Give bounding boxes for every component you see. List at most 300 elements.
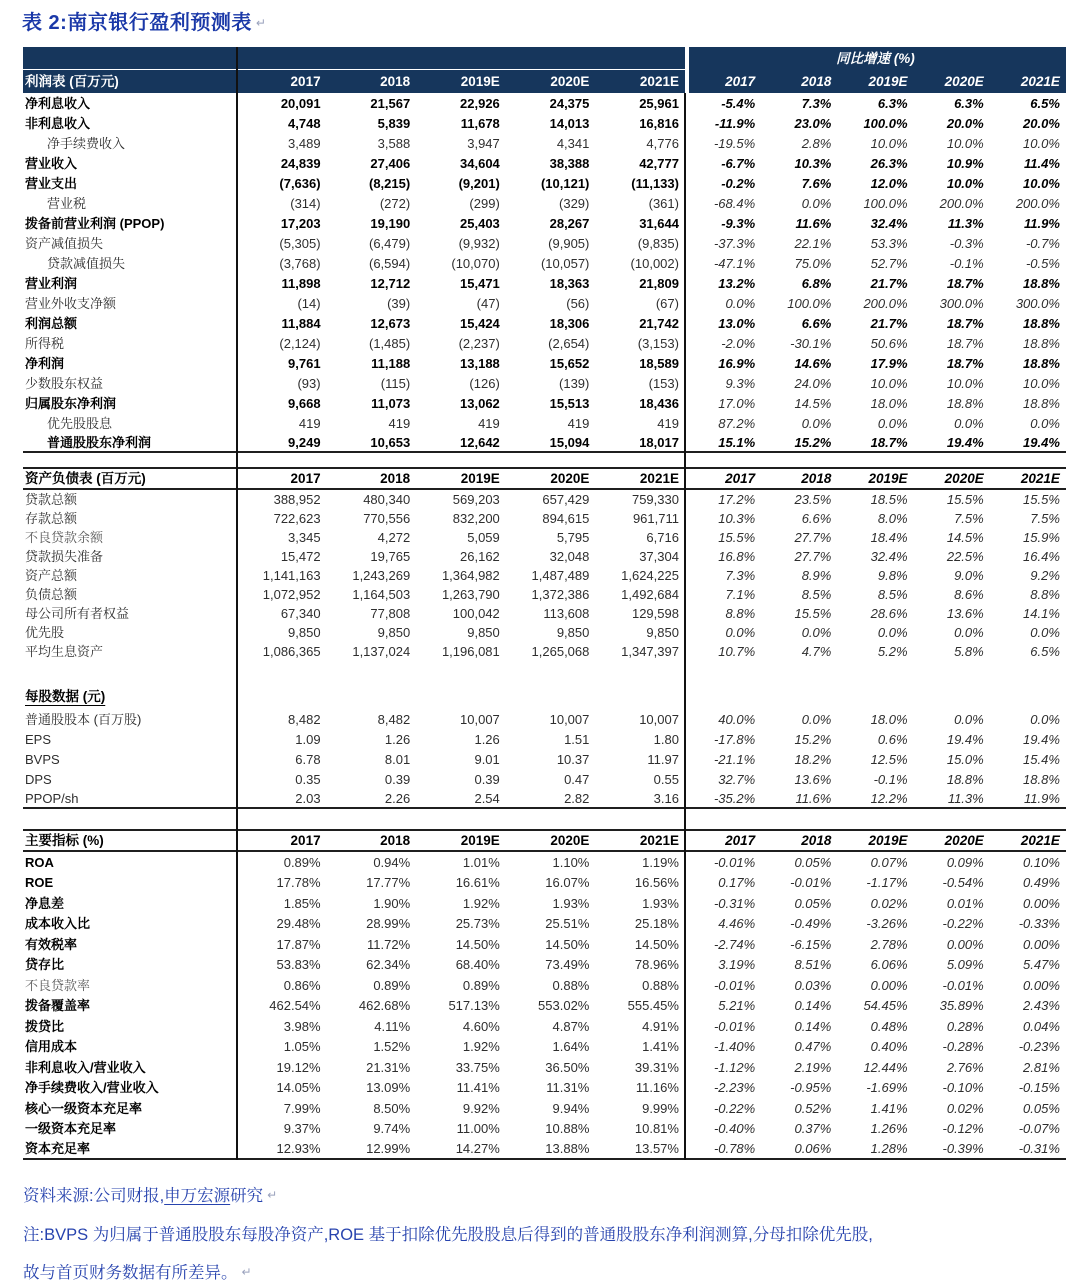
yoy-cell: 15.2% bbox=[794, 434, 832, 450]
value-cell: 1,364,982 bbox=[441, 568, 500, 583]
value-cell: 13,062 bbox=[460, 395, 500, 411]
yoy-cell: 26.3% bbox=[870, 155, 908, 171]
yoy-cell: -0.12% bbox=[942, 1121, 984, 1137]
value-cell: 388,952 bbox=[273, 492, 321, 507]
yoy-cell: 6.3% bbox=[954, 95, 984, 111]
value-cell: 25.51% bbox=[545, 916, 590, 932]
value-cell: 13,188 bbox=[460, 355, 500, 371]
yoy-cell: -0.54% bbox=[942, 875, 984, 891]
row-label: 资本充足率 bbox=[25, 1140, 91, 1156]
yoy-cell: 11.9% bbox=[1024, 790, 1060, 806]
row-label: 不良贷款余额 bbox=[25, 530, 104, 545]
row-label: 营业支出 bbox=[25, 175, 78, 191]
value-cell: 11.31% bbox=[546, 1080, 590, 1096]
value-cell: (2,124) bbox=[279, 335, 321, 351]
table-row bbox=[23, 1016, 1066, 1037]
yoy-cell: 17.9% bbox=[870, 355, 908, 371]
yoy-cell: 17.0% bbox=[718, 395, 756, 411]
yoy-year-column-header: 2018 bbox=[801, 832, 832, 848]
section-header-per-share-data bbox=[23, 685, 1066, 709]
yoy-cell: 0.0% bbox=[1030, 625, 1060, 640]
table-caption: 表 2:南京银行盈利预测表 bbox=[22, 12, 252, 34]
value-cell: 13.88% bbox=[545, 1140, 590, 1156]
value-cell: 961,711 bbox=[632, 511, 679, 526]
yoy-cell: 0.06% bbox=[794, 1140, 832, 1156]
value-cell: (7,636) bbox=[279, 175, 321, 191]
value-cell: 36.50% bbox=[545, 1059, 590, 1075]
yoy-cell: 100.0% bbox=[787, 295, 832, 311]
yoy-year-column-header: 2018 bbox=[801, 470, 832, 486]
value-cell: 553.02% bbox=[538, 998, 590, 1014]
value-cell: 21,742 bbox=[639, 315, 679, 331]
value-cell: 77,808 bbox=[370, 606, 411, 621]
yoy-cell: 200.0% bbox=[863, 295, 908, 311]
yoy-cell: 0.0% bbox=[725, 295, 756, 311]
yoy-cell: 23.0% bbox=[794, 115, 832, 131]
value-cell: 8.01 bbox=[384, 751, 411, 767]
yoy-year-column-header: 2021E bbox=[990, 70, 1066, 93]
value-cell: 12.99% bbox=[366, 1140, 411, 1156]
value-cell: 39.31% bbox=[634, 1059, 679, 1075]
value-cell: (2,654) bbox=[548, 335, 590, 351]
column-header-income-statement: 利润表 (百万元) bbox=[23, 70, 237, 93]
value-cell: 15,472 bbox=[280, 549, 321, 564]
yoy-cell: 27.7% bbox=[794, 549, 832, 564]
value-cell: 1.93% bbox=[642, 895, 679, 911]
yoy-cell: 14.1% bbox=[1023, 606, 1060, 621]
year-column-header: 2018 bbox=[380, 832, 411, 848]
yoy-cell: 8.51% bbox=[794, 957, 832, 973]
row-label: 拨备前营业利润 (PPOP) bbox=[25, 215, 165, 231]
section-header-balance-sheet bbox=[23, 467, 1066, 490]
row-label: 不良贷款率 bbox=[25, 977, 91, 993]
yoy-cell: -0.5% bbox=[1025, 255, 1060, 271]
source-link[interactable]: 申万宏源 bbox=[164, 1187, 231, 1205]
value-cell: (272) bbox=[379, 195, 411, 211]
yoy-cell: -1.40% bbox=[713, 1039, 756, 1055]
year-column-header: 2020E bbox=[550, 470, 590, 486]
yoy-cell: 6.8% bbox=[801, 275, 832, 291]
yoy-cell: -0.22% bbox=[942, 916, 984, 932]
value-cell: 78.96% bbox=[634, 957, 679, 973]
value-cell: 0.39 bbox=[384, 771, 411, 787]
value-cell: (153) bbox=[648, 375, 679, 391]
value-cell: (47) bbox=[476, 295, 500, 311]
yoy-cell: 8.8% bbox=[1030, 587, 1060, 602]
yoy-cell: 20.0% bbox=[1023, 115, 1060, 131]
yoy-cell: 6.5% bbox=[1030, 95, 1060, 111]
yoy-cell: 12.5% bbox=[870, 751, 908, 767]
yoy-cell: 6.06% bbox=[870, 957, 908, 973]
value-cell: (11,133) bbox=[631, 175, 679, 191]
yoy-year-column-header: 2018 bbox=[761, 70, 837, 93]
yoy-year-column-header: 2019E bbox=[837, 70, 913, 93]
yoy-column-divider bbox=[684, 93, 686, 1160]
row-label: ROA bbox=[25, 854, 54, 870]
yoy-cell: -37.3% bbox=[713, 235, 756, 251]
yoy-cell: 18.8% bbox=[1023, 395, 1060, 411]
yoy-year-column-header: 2017 bbox=[725, 470, 756, 486]
yoy-cell: -0.78% bbox=[713, 1140, 756, 1156]
yoy-cell: 0.00% bbox=[1023, 895, 1060, 911]
value-cell: 1,263,790 bbox=[441, 587, 500, 602]
yoy-cell: 15.9% bbox=[1023, 530, 1060, 545]
row-label: 营业利润 bbox=[25, 275, 78, 291]
yoy-cell: 2.19% bbox=[794, 1059, 832, 1075]
value-cell: 894,615 bbox=[542, 511, 590, 526]
value-cell: 38,388 bbox=[549, 155, 590, 171]
yoy-cell: 12.0% bbox=[870, 175, 908, 191]
value-cell: 11,884 bbox=[281, 315, 321, 331]
yoy-cell: -0.95% bbox=[790, 1080, 832, 1096]
yoy-cell: 75.0% bbox=[794, 255, 832, 271]
source-suffix: 研究 bbox=[230, 1187, 264, 1205]
year-column-header: 2021E bbox=[639, 470, 679, 486]
yoy-cell: -0.23% bbox=[1018, 1039, 1060, 1055]
value-cell: 15,094 bbox=[549, 434, 590, 450]
yoy-cell: 300.0% bbox=[1015, 295, 1060, 311]
value-cell: 4.91% bbox=[642, 1018, 679, 1034]
yoy-cell: 16.9% bbox=[718, 355, 756, 371]
value-cell: 0.89% bbox=[283, 854, 321, 870]
row-label: 营业外收支净额 bbox=[25, 295, 117, 311]
value-cell: 4,272 bbox=[377, 530, 411, 545]
table-row bbox=[23, 253, 1066, 273]
yoy-cell: 0.02% bbox=[870, 895, 908, 911]
yoy-cell: 15.4% bbox=[1023, 751, 1060, 767]
value-cell: (93) bbox=[297, 375, 321, 391]
value-cell: 1.26 bbox=[384, 731, 411, 747]
yoy-cell: 13.0% bbox=[718, 315, 756, 331]
value-cell: 0.47 bbox=[564, 771, 590, 787]
yoy-cell: 0.6% bbox=[877, 731, 908, 747]
yoy-cell: 7.6% bbox=[801, 175, 832, 191]
value-cell: 1.09 bbox=[295, 731, 321, 747]
yoy-cell: 0.40% bbox=[870, 1039, 908, 1055]
yoy-cell: 7.3% bbox=[725, 568, 756, 583]
row-label: 母公司所有者权益 bbox=[25, 606, 130, 621]
yoy-cell: 0.52% bbox=[794, 1100, 832, 1116]
value-cell: (8,215) bbox=[368, 175, 411, 191]
table-row bbox=[23, 273, 1066, 293]
value-cell: (3,153) bbox=[637, 335, 679, 351]
yoy-cell: 5.8% bbox=[954, 644, 984, 659]
yoy-cell: -0.31% bbox=[713, 895, 756, 911]
yoy-cell: 0.03% bbox=[794, 977, 832, 993]
value-cell: 0.94% bbox=[373, 854, 411, 870]
yoy-cell: 10.0% bbox=[946, 375, 984, 391]
yoy-cell: -0.40% bbox=[713, 1121, 756, 1137]
value-cell: 100,042 bbox=[452, 606, 500, 621]
value-cell: 15,513 bbox=[549, 395, 590, 411]
value-cell: 4.87% bbox=[552, 1018, 590, 1034]
row-label: 少数股东权益 bbox=[25, 375, 104, 391]
value-cell: 4.60% bbox=[462, 1018, 500, 1034]
yoy-cell: 0.09% bbox=[946, 854, 984, 870]
value-cell: (299) bbox=[469, 195, 500, 211]
value-cell: 0.89% bbox=[373, 977, 411, 993]
yoy-cell: 22.5% bbox=[946, 549, 984, 564]
value-cell: 1.19% bbox=[642, 854, 679, 870]
value-cell: 12,712 bbox=[370, 275, 411, 291]
value-cell: 770,556 bbox=[363, 511, 411, 526]
table-row bbox=[23, 955, 1066, 976]
value-cell: 0.88% bbox=[552, 977, 590, 993]
row-label: 营业收入 bbox=[25, 155, 78, 171]
value-cell: 9,761 bbox=[288, 355, 321, 371]
yoy-cell: 8.5% bbox=[801, 587, 832, 602]
yoy-cell: -0.31% bbox=[1018, 1140, 1060, 1156]
yoy-cell: 2.43% bbox=[1023, 998, 1060, 1014]
yoy-year-column-header: 2020E bbox=[914, 70, 990, 93]
yoy-cell: -0.15% bbox=[1018, 1080, 1060, 1096]
table-row bbox=[23, 528, 1066, 547]
yoy-cell: 0.07% bbox=[870, 854, 908, 870]
value-cell: 8,482 bbox=[288, 711, 321, 727]
value-cell: 1.64% bbox=[552, 1039, 590, 1055]
value-cell: 10.88% bbox=[545, 1121, 590, 1137]
year-column-header: 2019E bbox=[460, 470, 500, 486]
value-cell: 17,203 bbox=[280, 215, 321, 231]
yoy-cell: 11.3% bbox=[947, 215, 984, 231]
value-cell: 9.92% bbox=[462, 1100, 500, 1116]
yoy-cell: 0.17% bbox=[718, 875, 756, 891]
table-footer bbox=[23, 1180, 1066, 1288]
yoy-cell: 5.47% bbox=[1023, 957, 1060, 973]
value-cell: 419 bbox=[298, 415, 321, 431]
label-column-divider bbox=[236, 47, 238, 1160]
table-row bbox=[23, 333, 1066, 353]
row-label: 信用成本 bbox=[25, 1039, 78, 1055]
yoy-cell: -1.12% bbox=[713, 1059, 756, 1075]
row-label: 拨贷比 bbox=[25, 1018, 65, 1034]
table-row bbox=[23, 975, 1066, 996]
yoy-cell: 18.0% bbox=[870, 395, 908, 411]
yoy-cell: -47.1% bbox=[713, 255, 756, 271]
yoy-cell: 15.0% bbox=[946, 751, 984, 767]
yoy-cell: 3.19% bbox=[718, 957, 756, 973]
page-title bbox=[22, 6, 266, 35]
yoy-cell: -6.15% bbox=[790, 936, 832, 952]
row-label: 一级资本充足率 bbox=[25, 1121, 117, 1137]
yoy-cell: 200.0% bbox=[1015, 195, 1060, 211]
yoy-cell: -0.10% bbox=[942, 1080, 984, 1096]
yoy-cell: 32.4% bbox=[870, 549, 908, 564]
value-cell: 17.78% bbox=[276, 875, 321, 891]
value-cell: 13.57% bbox=[634, 1140, 679, 1156]
yoy-cell: 15.5% bbox=[946, 492, 984, 507]
yoy-cell: -0.07% bbox=[1018, 1121, 1060, 1137]
value-cell: 8.50% bbox=[373, 1100, 411, 1116]
value-cell: 17.87% bbox=[276, 936, 321, 952]
yoy-cell: 10.0% bbox=[870, 135, 908, 151]
yoy-cell: 0.0% bbox=[801, 415, 832, 431]
value-cell: (1,485) bbox=[368, 335, 411, 351]
row-label: 净息差 bbox=[25, 895, 65, 911]
value-cell: 21,567 bbox=[370, 95, 411, 111]
yoy-cell: 0.0% bbox=[954, 625, 984, 640]
value-cell: (2,237) bbox=[458, 335, 500, 351]
yoy-cell: 18.8% bbox=[1023, 275, 1060, 291]
value-cell: 73.49% bbox=[545, 957, 590, 973]
table-row bbox=[23, 1057, 1066, 1078]
table-row bbox=[23, 93, 1066, 113]
yoy-cell: 20.0% bbox=[946, 115, 984, 131]
yoy-cell: 0.28% bbox=[946, 1018, 984, 1034]
value-cell: 7.99% bbox=[283, 1100, 321, 1116]
yoy-cell: 18.8% bbox=[1023, 335, 1060, 351]
value-cell: (314) bbox=[290, 195, 321, 211]
yoy-cell: 11.4% bbox=[1024, 155, 1060, 171]
yoy-cell: 8.0% bbox=[877, 511, 908, 526]
year-column-header: 2017 bbox=[290, 832, 321, 848]
yoy-cell: -2.0% bbox=[721, 335, 756, 351]
value-cell: (67) bbox=[655, 295, 679, 311]
value-cell: 3,345 bbox=[288, 530, 321, 545]
yoy-cell: 0.05% bbox=[1023, 1100, 1060, 1116]
yoy-cell: 10.0% bbox=[1023, 375, 1060, 391]
value-cell: 12,673 bbox=[370, 315, 411, 331]
yoy-cell: 2.81% bbox=[1023, 1059, 1060, 1075]
value-cell: 1,487,489 bbox=[531, 568, 590, 583]
yoy-cell: -1.69% bbox=[866, 1080, 908, 1096]
note-text bbox=[23, 1217, 1066, 1288]
table-row bbox=[23, 293, 1066, 313]
yoy-cell: 18.8% bbox=[1023, 355, 1060, 371]
value-cell: (9,905) bbox=[548, 235, 590, 251]
yoy-cell: 10.3% bbox=[794, 155, 832, 171]
yoy-cell: 18.2% bbox=[794, 751, 832, 767]
value-cell: 21,809 bbox=[639, 275, 679, 291]
yoy-cell: 0.48% bbox=[870, 1018, 908, 1034]
yoy-cell: 5.2% bbox=[877, 644, 908, 659]
table-row bbox=[23, 153, 1066, 173]
table-row bbox=[23, 490, 1066, 509]
value-cell: 1,347,397 bbox=[621, 644, 679, 659]
value-cell: 1,372,386 bbox=[531, 587, 590, 602]
table-row bbox=[23, 547, 1066, 566]
value-cell: (126) bbox=[469, 375, 500, 391]
section-header-key-metrics bbox=[23, 829, 1066, 852]
value-cell: 25,961 bbox=[639, 95, 679, 111]
yoy-cell: 18.7% bbox=[946, 335, 984, 351]
value-cell: 9.74% bbox=[373, 1121, 411, 1137]
value-cell: 480,340 bbox=[363, 492, 411, 507]
value-cell: 1,141,163 bbox=[262, 568, 321, 583]
yoy-cell: 100.0% bbox=[863, 195, 908, 211]
value-cell: 10,007 bbox=[460, 711, 500, 727]
yoy-cell: 300.0% bbox=[939, 295, 984, 311]
yoy-year-column-header: 2021E bbox=[1020, 470, 1060, 486]
table-row bbox=[23, 1139, 1066, 1160]
value-cell: 1,624,225 bbox=[621, 568, 679, 583]
yoy-cell: 0.37% bbox=[794, 1121, 832, 1137]
yoy-growth-title: 同比增速 (%) bbox=[685, 47, 1066, 70]
yoy-cell: 22.1% bbox=[794, 235, 832, 251]
yoy-cell: 18.7% bbox=[870, 434, 908, 450]
row-label: 利润总额 bbox=[25, 315, 78, 331]
section-gap bbox=[23, 809, 1066, 829]
value-cell: 9.99% bbox=[642, 1100, 679, 1116]
value-cell: 18,436 bbox=[639, 395, 679, 411]
value-cell: 0.55 bbox=[653, 771, 679, 787]
value-cell: (10,070) bbox=[451, 255, 500, 271]
value-cell: 31,644 bbox=[639, 215, 679, 231]
yoy-cell: -2.74% bbox=[713, 936, 756, 952]
yoy-cell: 1.28% bbox=[870, 1140, 908, 1156]
value-cell: 1,072,952 bbox=[262, 587, 321, 602]
value-cell: 2.54 bbox=[474, 790, 500, 806]
value-cell: 129,598 bbox=[631, 606, 679, 621]
forecast-table bbox=[23, 47, 1066, 1160]
value-cell: 14.50% bbox=[545, 936, 590, 952]
yoy-cell: 21.7% bbox=[870, 315, 908, 331]
value-cell: 14.50% bbox=[634, 936, 679, 952]
yoy-cell: 8.6% bbox=[954, 587, 984, 602]
value-cell: 25,403 bbox=[460, 215, 500, 231]
table-row bbox=[23, 1098, 1066, 1119]
value-cell: 11,188 bbox=[371, 355, 411, 371]
table-row bbox=[23, 604, 1066, 623]
table-row bbox=[23, 585, 1066, 604]
year-column-header: 2021E bbox=[639, 832, 679, 848]
yoy-cell: -0.01% bbox=[713, 1018, 756, 1034]
value-cell: 15,652 bbox=[549, 355, 590, 371]
yoy-cell: -6.7% bbox=[721, 155, 756, 171]
row-label: 成本收入比 bbox=[25, 916, 91, 932]
value-cell: 419 bbox=[388, 415, 411, 431]
value-cell: 9,668 bbox=[288, 395, 321, 411]
yoy-cell: 0.00% bbox=[946, 936, 984, 952]
yoy-cell: 27.7% bbox=[794, 530, 832, 545]
yoy-cell: 19.4% bbox=[946, 434, 984, 450]
value-cell: 11.16% bbox=[635, 1080, 679, 1096]
value-cell: 11.41% bbox=[456, 1080, 500, 1096]
value-cell: 14,013 bbox=[549, 115, 590, 131]
year-column-header: 2020E bbox=[550, 832, 590, 848]
value-cell: 759,330 bbox=[631, 492, 679, 507]
value-cell: 0.88% bbox=[642, 977, 679, 993]
value-cell: 517.13% bbox=[448, 998, 500, 1014]
yoy-cell: 9.2% bbox=[1030, 568, 1060, 583]
yoy-cell: 9.0% bbox=[954, 568, 984, 583]
year-column-header: 2021E bbox=[595, 70, 685, 93]
value-cell: 3,588 bbox=[377, 135, 411, 151]
yoy-cell: 7.3% bbox=[801, 95, 832, 111]
value-cell: 14.05% bbox=[276, 1080, 321, 1096]
section-gap bbox=[23, 661, 1066, 685]
yoy-cell: 21.7% bbox=[870, 275, 908, 291]
value-cell: (361) bbox=[648, 195, 679, 211]
row-label: 核心一级资本充足率 bbox=[25, 1100, 143, 1116]
value-cell: 1.92% bbox=[462, 895, 500, 911]
value-cell: 20,091 bbox=[280, 95, 321, 111]
table-row bbox=[23, 213, 1066, 233]
table-row bbox=[23, 393, 1066, 413]
value-cell: 37,304 bbox=[639, 549, 679, 564]
row-label: 贷款减值损失 bbox=[47, 255, 126, 271]
yoy-year-column-header: 2017 bbox=[725, 832, 756, 848]
yoy-cell: 7.5% bbox=[1030, 511, 1060, 526]
year-column-header: 2017 bbox=[290, 470, 321, 486]
yoy-cell: 18.8% bbox=[1023, 315, 1060, 331]
yoy-cell: -0.2% bbox=[721, 175, 756, 191]
yoy-cell: 14.5% bbox=[794, 395, 832, 411]
value-cell: 26,162 bbox=[460, 549, 500, 564]
yoy-cell: 28.6% bbox=[870, 606, 908, 621]
table-row bbox=[23, 509, 1066, 528]
row-label: ROE bbox=[25, 875, 54, 891]
